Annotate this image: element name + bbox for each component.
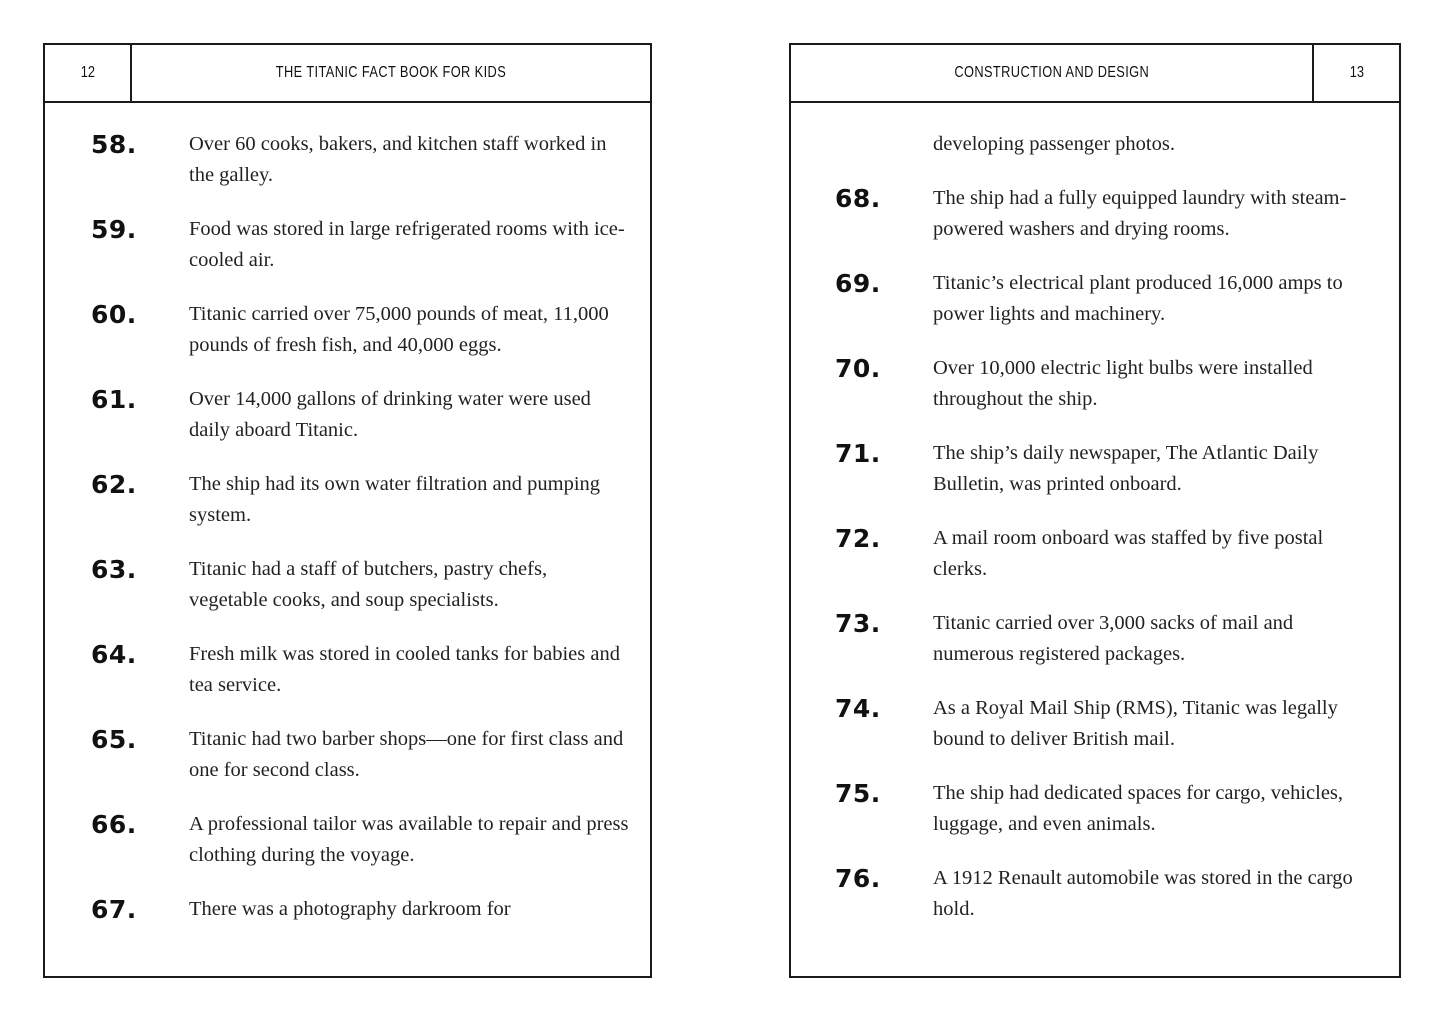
fact-text: A professional tailor was available to repair and press clothing during the voyage. [189,813,629,866]
fact-number: 70. [835,354,881,383]
fact-number: 58. [91,130,137,159]
fact-number: 61. [91,385,137,414]
fact-number: 73. [835,609,881,638]
fact-item [45,810,650,902]
fact-item [791,184,1399,276]
fact-text: There was a photography darkroom for [189,898,511,920]
fact-list [791,184,1399,956]
fact-item [45,300,650,392]
fact-number: 76. [835,864,881,893]
fact-item [791,524,1399,616]
fact-text: The ship had its own water filtration and pumping system. [189,473,601,526]
fact-item [45,555,650,647]
fact-number: 65. [91,725,137,754]
fact-number: 69. [835,269,881,298]
fact-number: 72. [835,524,881,553]
running-title-cell [791,45,1312,101]
fact-item [45,385,650,477]
running-title: CONSTRUCTION AND DESIGN [954,64,1149,81]
fact-text: Titanic had a staff of butchers, pastry chefs, vegetable cooks, and soup specialists. [189,558,548,611]
fact-item [45,215,650,307]
fact-list [45,130,650,987]
fact-number: 62. [91,470,137,499]
right-page [789,43,1401,978]
fact-text: A 1912 Renault automobile was stored in the cargo hold. [933,867,1353,920]
fact-number: 74. [835,694,881,723]
fact-item [45,895,650,987]
fact-item [791,354,1399,446]
fact-number: 67. [91,895,137,924]
page-number: 13 [1349,64,1364,81]
fact-number: 60. [91,300,137,329]
fact-text: Titanic’s electrical plant produced 16,000 amps to power lights and machinery. [933,272,1343,325]
fact-number: 75. [835,779,881,808]
fact-item [791,439,1399,531]
fact-text: Fresh milk was stored in cooled tanks for babies and tea service. [189,643,620,696]
page-number: 12 [80,64,95,81]
page-number-cell [1312,45,1399,101]
fact-number: 63. [91,555,137,584]
running-title: THE TITANIC FACT BOOK FOR KIDS [275,64,507,81]
fact-text: Over 14,000 gallons of drinking water were used daily aboard Titanic. [189,388,591,441]
fact-item [791,694,1399,786]
fact-text: Titanic had two barber shops—one for first class and one for second class. [189,728,624,781]
fact-item [791,609,1399,701]
fact-text: Over 10,000 electric light bulbs were installed throughout the ship. [933,357,1313,410]
fact-number: 68. [835,184,881,213]
running-title-cell [132,45,650,101]
fact-text: The ship had dedicated spaces for cargo, vehicles, luggage, and even animals. [933,782,1344,835]
left-page [43,43,652,978]
fact-item [791,779,1399,871]
fact-item [791,864,1399,956]
fact-item [45,725,650,817]
fact-number: 71. [835,439,881,468]
right-page-header [791,45,1399,103]
continued-fact-text: developing passenger photos. [933,133,1175,155]
fact-text: Titanic carried over 3,000 sacks of mail and numerous registered packages. [933,612,1294,665]
fact-item [45,130,650,222]
fact-number: 59. [91,215,137,244]
fact-item [45,470,650,562]
fact-text: Titanic carried over 75,000 pounds of meat, 11,000 pounds of fresh fish, and 40,000 eggs. [189,303,609,356]
fact-text: Food was stored in large refrigerated rooms with ice-cooled air. [189,218,625,271]
fact-item [45,640,650,732]
fact-text: As a Royal Mail Ship (RMS), Titanic was legally bound to deliver British mail. [933,697,1338,750]
fact-text: A mail room onboard was staffed by five postal clerks. [933,527,1324,580]
fact-number: 66. [91,810,137,839]
fact-text: The ship’s daily newspaper, The Atlantic Daily Bulletin, was printed onboard. [933,442,1319,495]
left-page-header [45,45,650,103]
page-number-cell [45,45,132,101]
fact-number: 64. [91,640,137,669]
fact-text: The ship had a fully equipped laundry with steam-powered washers and drying rooms. [933,187,1347,240]
fact-text: Over 60 cooks, bakers, and kitchen staff worked in the galley. [189,133,607,186]
fact-item [791,269,1399,361]
